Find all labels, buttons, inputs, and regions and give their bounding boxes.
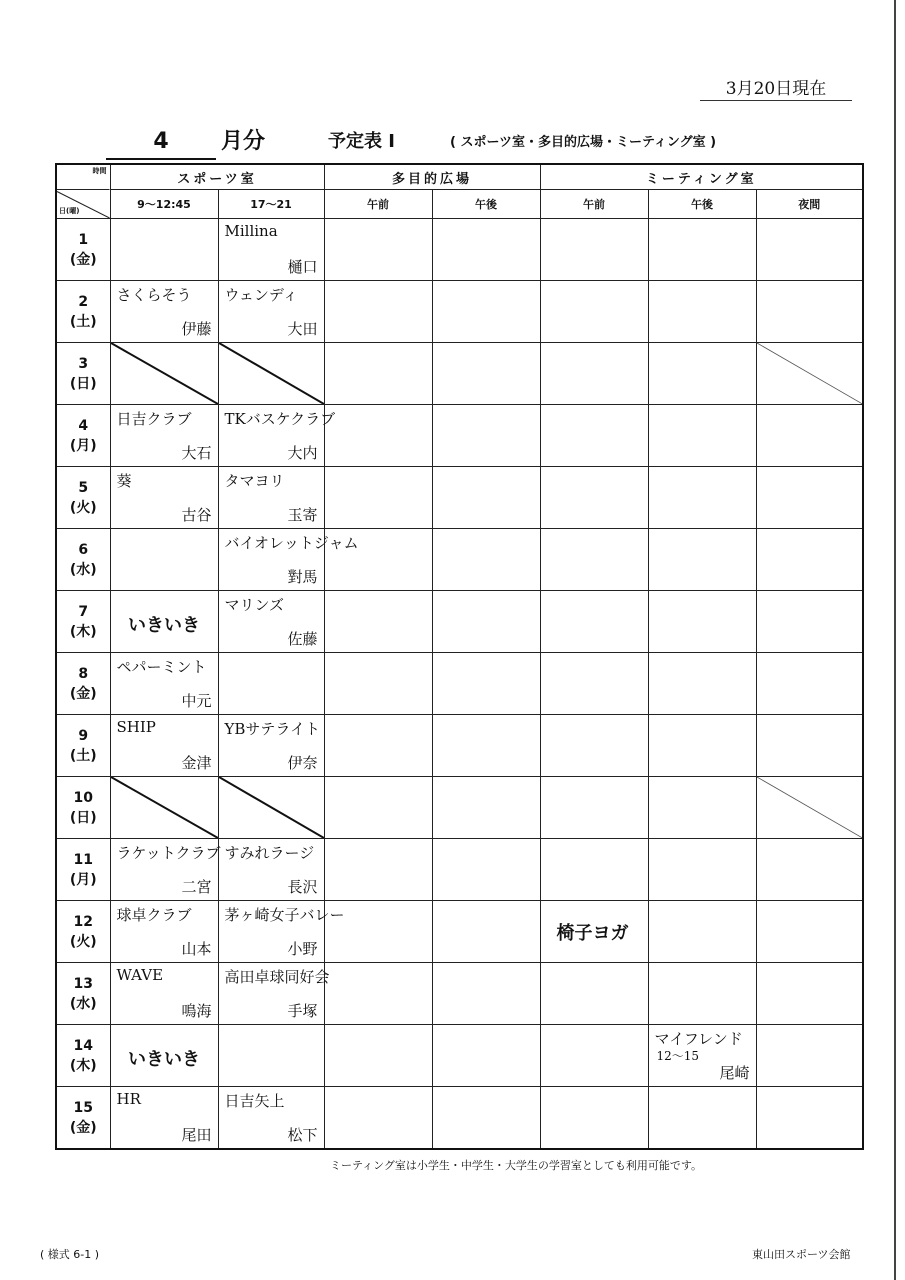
schedule-cell [540, 901, 648, 963]
schedule-cell [648, 715, 756, 777]
booker-name: 伊奈 [287, 754, 318, 772]
schedule-cell [648, 281, 756, 343]
closed-slash [111, 343, 218, 404]
schedule-cell [218, 219, 324, 281]
day-number: 9 [78, 727, 89, 744]
usage-note: ミーティング室は小学生・中学生・大学生の学習室としても利用可能です。 [330, 1159, 703, 1172]
day-cell [56, 653, 110, 715]
organization-name: 東山田スポーツ会館 [752, 1248, 851, 1261]
schedule-cell [432, 715, 540, 777]
day-number: 15 [73, 1099, 93, 1116]
schedule-cell [540, 591, 648, 653]
day-of-week: (土) [69, 313, 97, 330]
booking-name: SHIP [116, 718, 156, 736]
schedule-cell [648, 467, 756, 529]
schedule-cell [324, 467, 432, 529]
schedule-cell [324, 715, 432, 777]
schedule-cell [648, 963, 756, 1025]
schedule-cell [110, 963, 218, 1025]
day-cell [56, 1025, 110, 1087]
day-cell [56, 467, 110, 529]
day-of-week: (水) [69, 995, 97, 1012]
day-cell [56, 839, 110, 901]
schedule-cell [540, 777, 648, 839]
schedule-cell [540, 1025, 648, 1087]
day-cell [56, 219, 110, 281]
schedule-cell [648, 219, 756, 281]
schedule-cell [218, 591, 324, 653]
schedule-cell [218, 1087, 324, 1150]
day-cell [56, 963, 110, 1025]
booking-name: 椅子ヨガ [556, 923, 629, 944]
day-number: 2 [78, 293, 89, 310]
booking-name: WAVE [116, 966, 164, 984]
col-header: 午前 [540, 190, 648, 219]
schedule-cell [432, 591, 540, 653]
schedule-cell [756, 219, 863, 281]
schedule-cell [540, 219, 648, 281]
schedule-cell [540, 405, 648, 467]
schedule-cell [218, 715, 324, 777]
booking-name: YBサテライト [224, 720, 320, 738]
schedule-cell [648, 343, 756, 405]
col-header: 午前 [324, 190, 432, 219]
day-of-week: (火) [69, 499, 97, 516]
schedule-cell [110, 281, 218, 343]
col-header: 17～21 [218, 190, 324, 219]
table-row [56, 1025, 863, 1087]
schedule-cell [110, 591, 218, 653]
day-of-week: (日) [69, 809, 97, 826]
schedule-cell [756, 1025, 863, 1087]
table-row [56, 219, 863, 281]
schedule-cell [540, 839, 648, 901]
booker-name: 樋口 [287, 258, 318, 276]
schedule-cell [432, 529, 540, 591]
schedule-cell [218, 529, 359, 591]
booker-name: 對馬 [287, 568, 318, 586]
schedule-cell [218, 467, 324, 529]
table-row [56, 1087, 863, 1150]
schedule-cell [110, 777, 218, 839]
schedule-cell [756, 901, 863, 963]
booking-name: バイオレットジャム [224, 534, 359, 552]
table-row [56, 281, 863, 343]
table-row [56, 467, 863, 529]
day-of-week: (火) [69, 933, 97, 950]
table-row [56, 405, 863, 467]
booker-name: 中元 [181, 692, 212, 710]
closed-slash [219, 343, 324, 404]
booking-name: 高田卓球同好会 [224, 968, 330, 986]
schedule-cell [218, 653, 324, 715]
schedule-cell [110, 343, 218, 405]
schedule-cell [756, 963, 863, 1025]
schedule-cell [432, 1025, 540, 1087]
col-header: 9～12:45 [110, 190, 218, 219]
schedule-cell [432, 405, 540, 467]
schedule-subtitle: ( スポーツ室・多目的広場・ミーティング室 ) [450, 135, 717, 150]
table-row [56, 591, 863, 653]
day-cell [56, 281, 110, 343]
schedule-cell [756, 715, 863, 777]
schedule-cell [756, 591, 863, 653]
schedule-cell [324, 963, 432, 1025]
schedule-cell [324, 1025, 432, 1087]
booker-name: 佐藤 [287, 630, 318, 648]
schedule-cell [540, 715, 648, 777]
schedule-cell [324, 1087, 432, 1150]
schedule-cell [432, 777, 540, 839]
booking-name: ラケットクラブ [116, 844, 221, 862]
schedule-cell [218, 963, 330, 1025]
day-number: 6 [78, 541, 89, 558]
schedule-cell [218, 1025, 324, 1087]
schedule-cell [756, 281, 863, 343]
day-of-week: (木) [69, 1057, 97, 1074]
schedule-cell [540, 343, 648, 405]
schedule-cell [218, 281, 324, 343]
schedule-cell [756, 839, 863, 901]
schedule-cell [432, 963, 540, 1025]
col-header: 午後 [648, 190, 756, 219]
schedule-cell [432, 839, 540, 901]
day-of-week: (木) [69, 623, 97, 640]
day-of-week: (金) [69, 251, 97, 268]
schedule-cell [648, 653, 756, 715]
schedule-cell [648, 901, 756, 963]
schedule-cell [324, 653, 432, 715]
month-number: 4 [106, 126, 216, 160]
booking-name: 日吉矢上 [224, 1092, 285, 1110]
schedule-cell [432, 1087, 540, 1150]
booking-name: 茅ヶ崎女子バレー [224, 906, 345, 924]
form-number: ( 様式 6-1 ) [40, 1248, 100, 1261]
schedule-cell [110, 839, 221, 901]
schedule-cell [756, 653, 863, 715]
schedule-cell [324, 405, 432, 467]
schedule-cell [110, 901, 218, 963]
day-number: 4 [78, 417, 89, 434]
page-edge-line [894, 0, 896, 1280]
day-number: 14 [73, 1037, 93, 1054]
schedule-cell [218, 343, 324, 405]
booking-name: マイフレンド [654, 1030, 743, 1048]
schedule-cell [110, 529, 218, 591]
booking-name: いきいき [128, 615, 200, 636]
day-of-week: (金) [69, 1119, 97, 1136]
day-of-week: (水) [69, 561, 97, 578]
schedule-cell [110, 715, 218, 777]
closed-slash [111, 777, 218, 838]
day-number: 3 [78, 355, 89, 372]
schedule-cell [218, 901, 345, 963]
table-row [56, 777, 863, 839]
schedule-cell [648, 777, 756, 839]
schedule-cell [324, 839, 432, 901]
booking-name: さくらそう [116, 286, 192, 304]
schedule-cell [648, 405, 756, 467]
schedule-cell [324, 591, 432, 653]
table-row [56, 901, 863, 963]
schedule-cell [756, 1087, 863, 1150]
booking-name: 日吉クラブ [116, 410, 192, 428]
day-cell [56, 777, 110, 839]
schedule-cell [540, 281, 648, 343]
closed-slash [757, 777, 863, 838]
booker-name: 玉寄 [287, 506, 318, 524]
day-cell [56, 901, 110, 963]
schedule-cell [648, 591, 756, 653]
booker-name: 尾田 [181, 1126, 212, 1144]
day-cell [56, 343, 110, 405]
closed-slash [219, 777, 324, 838]
day-cell [56, 715, 110, 777]
schedule-cell [756, 467, 863, 529]
schedule-cell [540, 653, 648, 715]
booker-name: 大田 [287, 320, 318, 338]
day-cell [56, 405, 110, 467]
closed-slash [757, 343, 863, 404]
booker-name: 長沢 [287, 878, 318, 896]
day-of-week: (月) [69, 871, 97, 888]
booker-name: 山本 [181, 940, 212, 958]
schedule-cell [110, 467, 218, 529]
booker-name: 二宮 [181, 878, 212, 896]
table-row [56, 715, 863, 777]
booking-time: 12～15 [656, 1049, 700, 1063]
day-number: 7 [78, 603, 89, 620]
booker-name: 尾崎 [719, 1064, 750, 1082]
day-of-week: (日) [69, 375, 97, 392]
schedule-cell [324, 219, 432, 281]
schedule-cell [648, 1087, 756, 1150]
booking-name: 球卓クラブ [116, 906, 192, 924]
schedule-cell [432, 281, 540, 343]
table-row [56, 343, 863, 405]
day-number: 10 [73, 789, 93, 806]
schedule-cell [540, 1087, 648, 1150]
booker-name: 手塚 [287, 1002, 318, 1020]
booking-name: HR [116, 1090, 141, 1108]
booking-name: ウェンディ [224, 286, 298, 304]
day-cell [56, 591, 110, 653]
schedule-cell [110, 405, 218, 467]
booking-name: タマヨリ [224, 472, 285, 490]
col-header: 午後 [432, 190, 540, 219]
booking-name: ペパーミント [116, 658, 207, 676]
schedule-cell [756, 529, 863, 591]
schedule-cell [324, 343, 432, 405]
schedule-cell [648, 839, 756, 901]
group-meeting-room: ミーティング室 [540, 164, 863, 190]
group-sports-room: スポーツ室 [110, 164, 324, 190]
day-number: 11 [73, 851, 93, 868]
schedule-cell [218, 405, 336, 467]
schedule-cell [432, 901, 540, 963]
day-number: 12 [73, 913, 93, 930]
schedule-cell [324, 777, 432, 839]
booker-name: 金津 [181, 754, 212, 772]
schedule-cell [324, 901, 432, 963]
booking-name: 葵 [116, 472, 132, 490]
booking-name: TKバスケクラブ [224, 410, 336, 428]
booker-name: 伊藤 [181, 320, 212, 338]
day-of-week: (金) [69, 685, 97, 702]
month-label: 月分 [221, 129, 266, 154]
booking-name: マリンズ [224, 596, 285, 614]
schedule-cell [432, 219, 540, 281]
day-number: 8 [78, 665, 89, 682]
day-number: 13 [73, 975, 93, 992]
as-of-date: 3月20日現在 [700, 74, 852, 101]
schedule-table [55, 163, 864, 1150]
corner-time-label: 時間 [92, 167, 107, 175]
corner-day-label: 日(曜) [59, 207, 80, 215]
schedule-cell [756, 405, 863, 467]
schedule-cell [432, 467, 540, 529]
col-header: 夜間 [756, 190, 863, 219]
schedule-cell [540, 529, 648, 591]
day-cell [56, 529, 110, 591]
schedule-cell [110, 219, 218, 281]
schedule-cell [324, 529, 432, 591]
schedule-cell [540, 467, 648, 529]
schedule-cell [648, 529, 756, 591]
day-cell [56, 1087, 110, 1150]
table-row [56, 529, 863, 591]
schedule-title: 予定表 Ⅰ [328, 131, 395, 152]
schedule-cell [432, 343, 540, 405]
table-row [56, 839, 863, 901]
day-of-week: (月) [69, 437, 97, 454]
booker-name: 大石 [181, 444, 212, 462]
booker-name: 松下 [287, 1126, 318, 1144]
booker-name: 古谷 [181, 506, 212, 524]
schedule-cell [218, 777, 324, 839]
schedule-cell [110, 653, 218, 715]
booker-name: 小野 [287, 940, 318, 958]
booking-name: すみれラージ [224, 844, 315, 862]
day-number: 1 [78, 231, 89, 248]
booking-name: いきいき [128, 1049, 200, 1070]
schedule-cell [540, 963, 648, 1025]
booker-name: 鳴海 [181, 1002, 212, 1020]
booking-name: Millina [224, 222, 278, 240]
corner-cell [56, 164, 110, 219]
table-row [56, 653, 863, 715]
schedule-cell [218, 839, 324, 901]
schedule-cell [648, 1025, 756, 1087]
schedule-cell [324, 281, 432, 343]
schedule-cell [756, 777, 863, 839]
group-multipurpose-plaza: 多目的広場 [324, 164, 540, 190]
day-number: 5 [78, 479, 89, 496]
day-of-week: (土) [69, 747, 97, 764]
table-row [56, 963, 863, 1025]
schedule-cell [110, 1025, 218, 1087]
schedule-cell [432, 653, 540, 715]
booker-name: 大内 [287, 444, 318, 462]
schedule-cell [110, 1087, 218, 1150]
schedule-cell [756, 343, 863, 405]
